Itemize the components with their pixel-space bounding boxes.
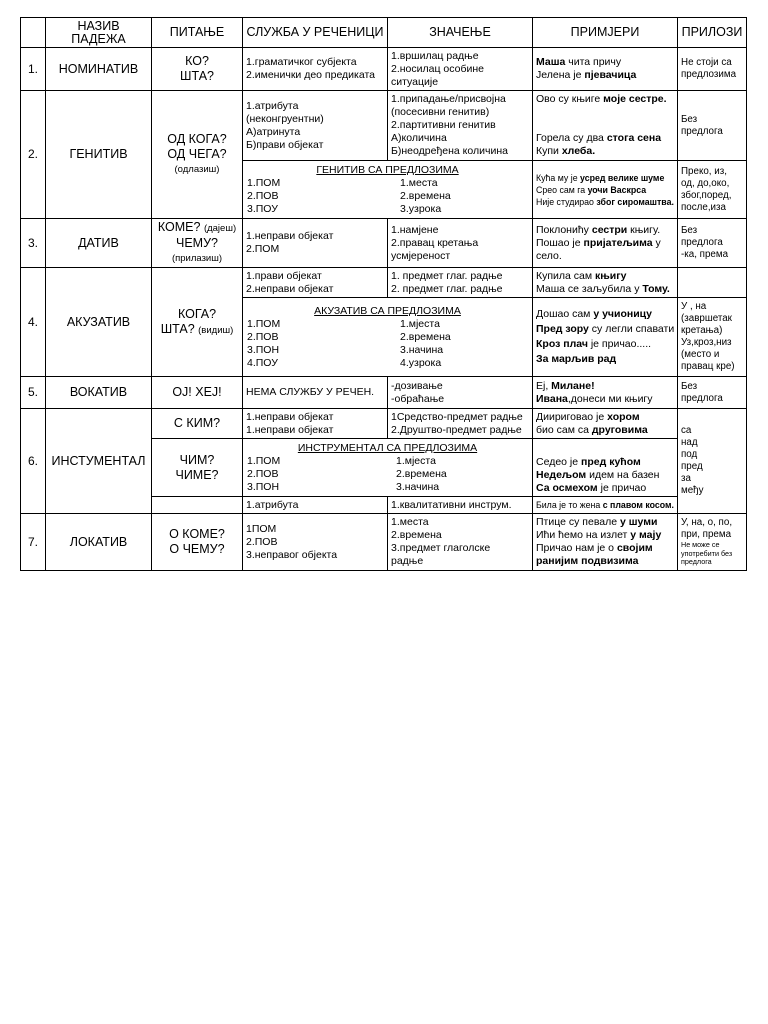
prep-section [243, 161, 533, 219]
case-examples: Еј, Милане! Ивана,донеси ми књигу [533, 377, 678, 409]
header-meaning: ЗНАЧЕЊЕ [388, 18, 533, 48]
case-name: ИНСТУМЕНТАЛ [46, 409, 152, 514]
header-case-name: НАЗИВ ПАДЕЖА [46, 18, 152, 48]
case-name: ГЕНИТИВ [46, 91, 152, 219]
prep-prepositions: У , на (завршетак кретања) Уз,кроз,низ (место и правац кре) [678, 298, 747, 377]
case-function: 1.граматичког субјекта 2.именички део предиката [243, 48, 388, 91]
case-question: ОД КОГА? ОД ЧЕГА? (одлазиш) [152, 91, 243, 219]
case-prepositions: са над под пред за међу [678, 409, 747, 514]
prep-examples: Седео је пред кућом Недељом идем на базен Са осмехом је причао [533, 439, 678, 497]
case-meaning: 1.припадање/присвојна (посесивни генитив) 2.партитивни генитив А)количина Б)неодређена количина [388, 91, 533, 161]
case-prepositions: У, на, о, по, при, према Не може се употребити без предлога [678, 514, 747, 571]
case-name: ЛОКАТИВ [46, 514, 152, 571]
header-prepositions: ПРИЛОЗИ [678, 18, 747, 48]
prep-examples: Кућа му је усред велике шуме Срео сам га уочи Васкрса Није студирао због сиромаштва. [533, 161, 678, 219]
case-examples: Диириговао је хором био сам са друговима [533, 409, 678, 439]
header-row [21, 18, 747, 48]
row-number: 5. [21, 377, 46, 409]
case-examples: Маша чита причу Јелена је пјевачица [533, 48, 678, 91]
table-row [21, 268, 747, 298]
case-question: О КОМЕ? О ЧЕМУ? [152, 514, 243, 571]
case-meaning: 1Средство-предмет радње 2.Друштво-предмет радње [388, 409, 533, 439]
prep-meaning: 1.мјеста 2.времена 3.начина 4.узрока [400, 317, 451, 369]
attr-function: 1.атрибута [243, 497, 388, 514]
row-number: 2. [21, 91, 46, 219]
case-function: 1ПОМ 2.ПОВ 3.неправог објекта [243, 514, 388, 571]
case-name: ВОКАТИВ [46, 377, 152, 409]
header-function: СЛУЖБА У РЕЧЕНИЦИ [243, 18, 388, 48]
case-prepositions: Без предлога [678, 91, 747, 161]
case-examples: Купила сам књигу Маша се заљубила у Тому. [533, 268, 678, 298]
prep-examples: Дошао сам у учионицу Пред зору су легли спавати Кроз плач је причао..... За марљив рад [533, 298, 678, 377]
case-question-2: ЧИМ? ЧИМЕ? [152, 439, 243, 497]
header-question: ПИТАЊЕ [152, 18, 243, 48]
attr-example: Била је то жена с плавом косом. [533, 497, 678, 514]
header-examples: ПРИМЈЕРИ [533, 18, 678, 48]
case-question-empty [152, 497, 243, 514]
case-examples: Ово су књиге моје сестре. Горела су два стога сена Купи хлеба. [533, 91, 678, 161]
case-question: ОЈ! ХЕЈ! [152, 377, 243, 409]
case-function: 1.прави објекат 2.неправи објекат [243, 268, 388, 298]
case-question: С КИМ? [152, 409, 243, 439]
prep-prepositions: Преко, из, од, до,око, због,поред, после,иза [678, 161, 747, 219]
row-number: 4. [21, 268, 46, 377]
table-row [21, 514, 747, 571]
case-question: КОМЕ? (дајеш) ЧЕМУ? (прилазиш) [152, 219, 243, 268]
case-meaning: -дозивање -обраћање [388, 377, 533, 409]
case-meaning: 1.вршилац радње 2.носилац особине ситуације [388, 48, 533, 91]
case-function: 1.атрибута (неконгруентни) А)атринута Б)прави објекат [243, 91, 388, 161]
case-function: НЕМА СЛУЖБУ У РЕЧЕН. [243, 377, 388, 409]
row-number: 1. [21, 48, 46, 91]
prep-function: 1.ПОМ 2.ПОВ 3.ПОН [247, 454, 281, 493]
prep-function: 1.ПОМ 2.ПОВ 3.ПОУ [247, 176, 281, 215]
prep-section-title: АКУЗАТИВ СА ПРЕДЛОЗИМА [314, 304, 461, 317]
case-meaning: 1. предмет глаг. радње 2. предмет глаг. радње [388, 268, 533, 298]
case-prepositions: Без предлога -ка, према [678, 219, 747, 268]
case-meaning: 1.намјене 2.правац кретања усмјереност [388, 219, 533, 268]
table-row [21, 377, 747, 409]
case-function: 1.неправи објекат 1.неправи објекат [243, 409, 388, 439]
prep-meaning: 1.места 2.времена 3.узрока [400, 176, 451, 215]
case-name: ДАТИВ [46, 219, 152, 268]
header-number [21, 18, 46, 48]
prep-section [243, 298, 533, 377]
prep-section-title: ИНСТРУМЕНТАЛ СА ПРЕДЛОЗИМА [297, 441, 478, 454]
row-number: 3. [21, 219, 46, 268]
prep-section-title: ГЕНИТИВ СА ПРЕДЛОЗИМА [316, 163, 459, 176]
case-prepositions [678, 268, 747, 298]
prep-function: 1.ПОМ 2.ПОВ 3.ПОН 4.ПОУ [247, 317, 281, 369]
table-row [21, 409, 747, 439]
case-examples: Поклонићу сестри књигу. Пошао је пријатељима у село. [533, 219, 678, 268]
row-number: 7. [21, 514, 46, 571]
prep-meaning: 1.мјеста 2.времена 3.начина [396, 454, 447, 493]
case-meaning: 1.места 2.времена 3.предмет глаголске радње [388, 514, 533, 571]
table-row [21, 48, 747, 91]
case-prepositions: Не стоји са предлозима [678, 48, 747, 91]
table-row [21, 219, 747, 268]
case-question: КОГА? ШТА? (видиш) [152, 268, 243, 377]
case-question: КО? ШТА? [152, 48, 243, 91]
case-function: 1.неправи објекат 2.ПОМ [243, 219, 388, 268]
table-row [21, 91, 747, 161]
prep-section [243, 439, 533, 497]
attr-meaning: 1.квалитативни инструм. [388, 497, 533, 514]
row-number: 6. [21, 409, 46, 514]
case-table [20, 17, 747, 571]
case-name: НОМИНАТИВ [46, 48, 152, 91]
case-name: АКУЗАТИВ [46, 268, 152, 377]
case-prepositions: Без предлога [678, 377, 747, 409]
case-examples: Птице су певале у шуми Ићи ћемо на излет у мају Причао нам је о својим ранијим подвизима [533, 514, 678, 571]
